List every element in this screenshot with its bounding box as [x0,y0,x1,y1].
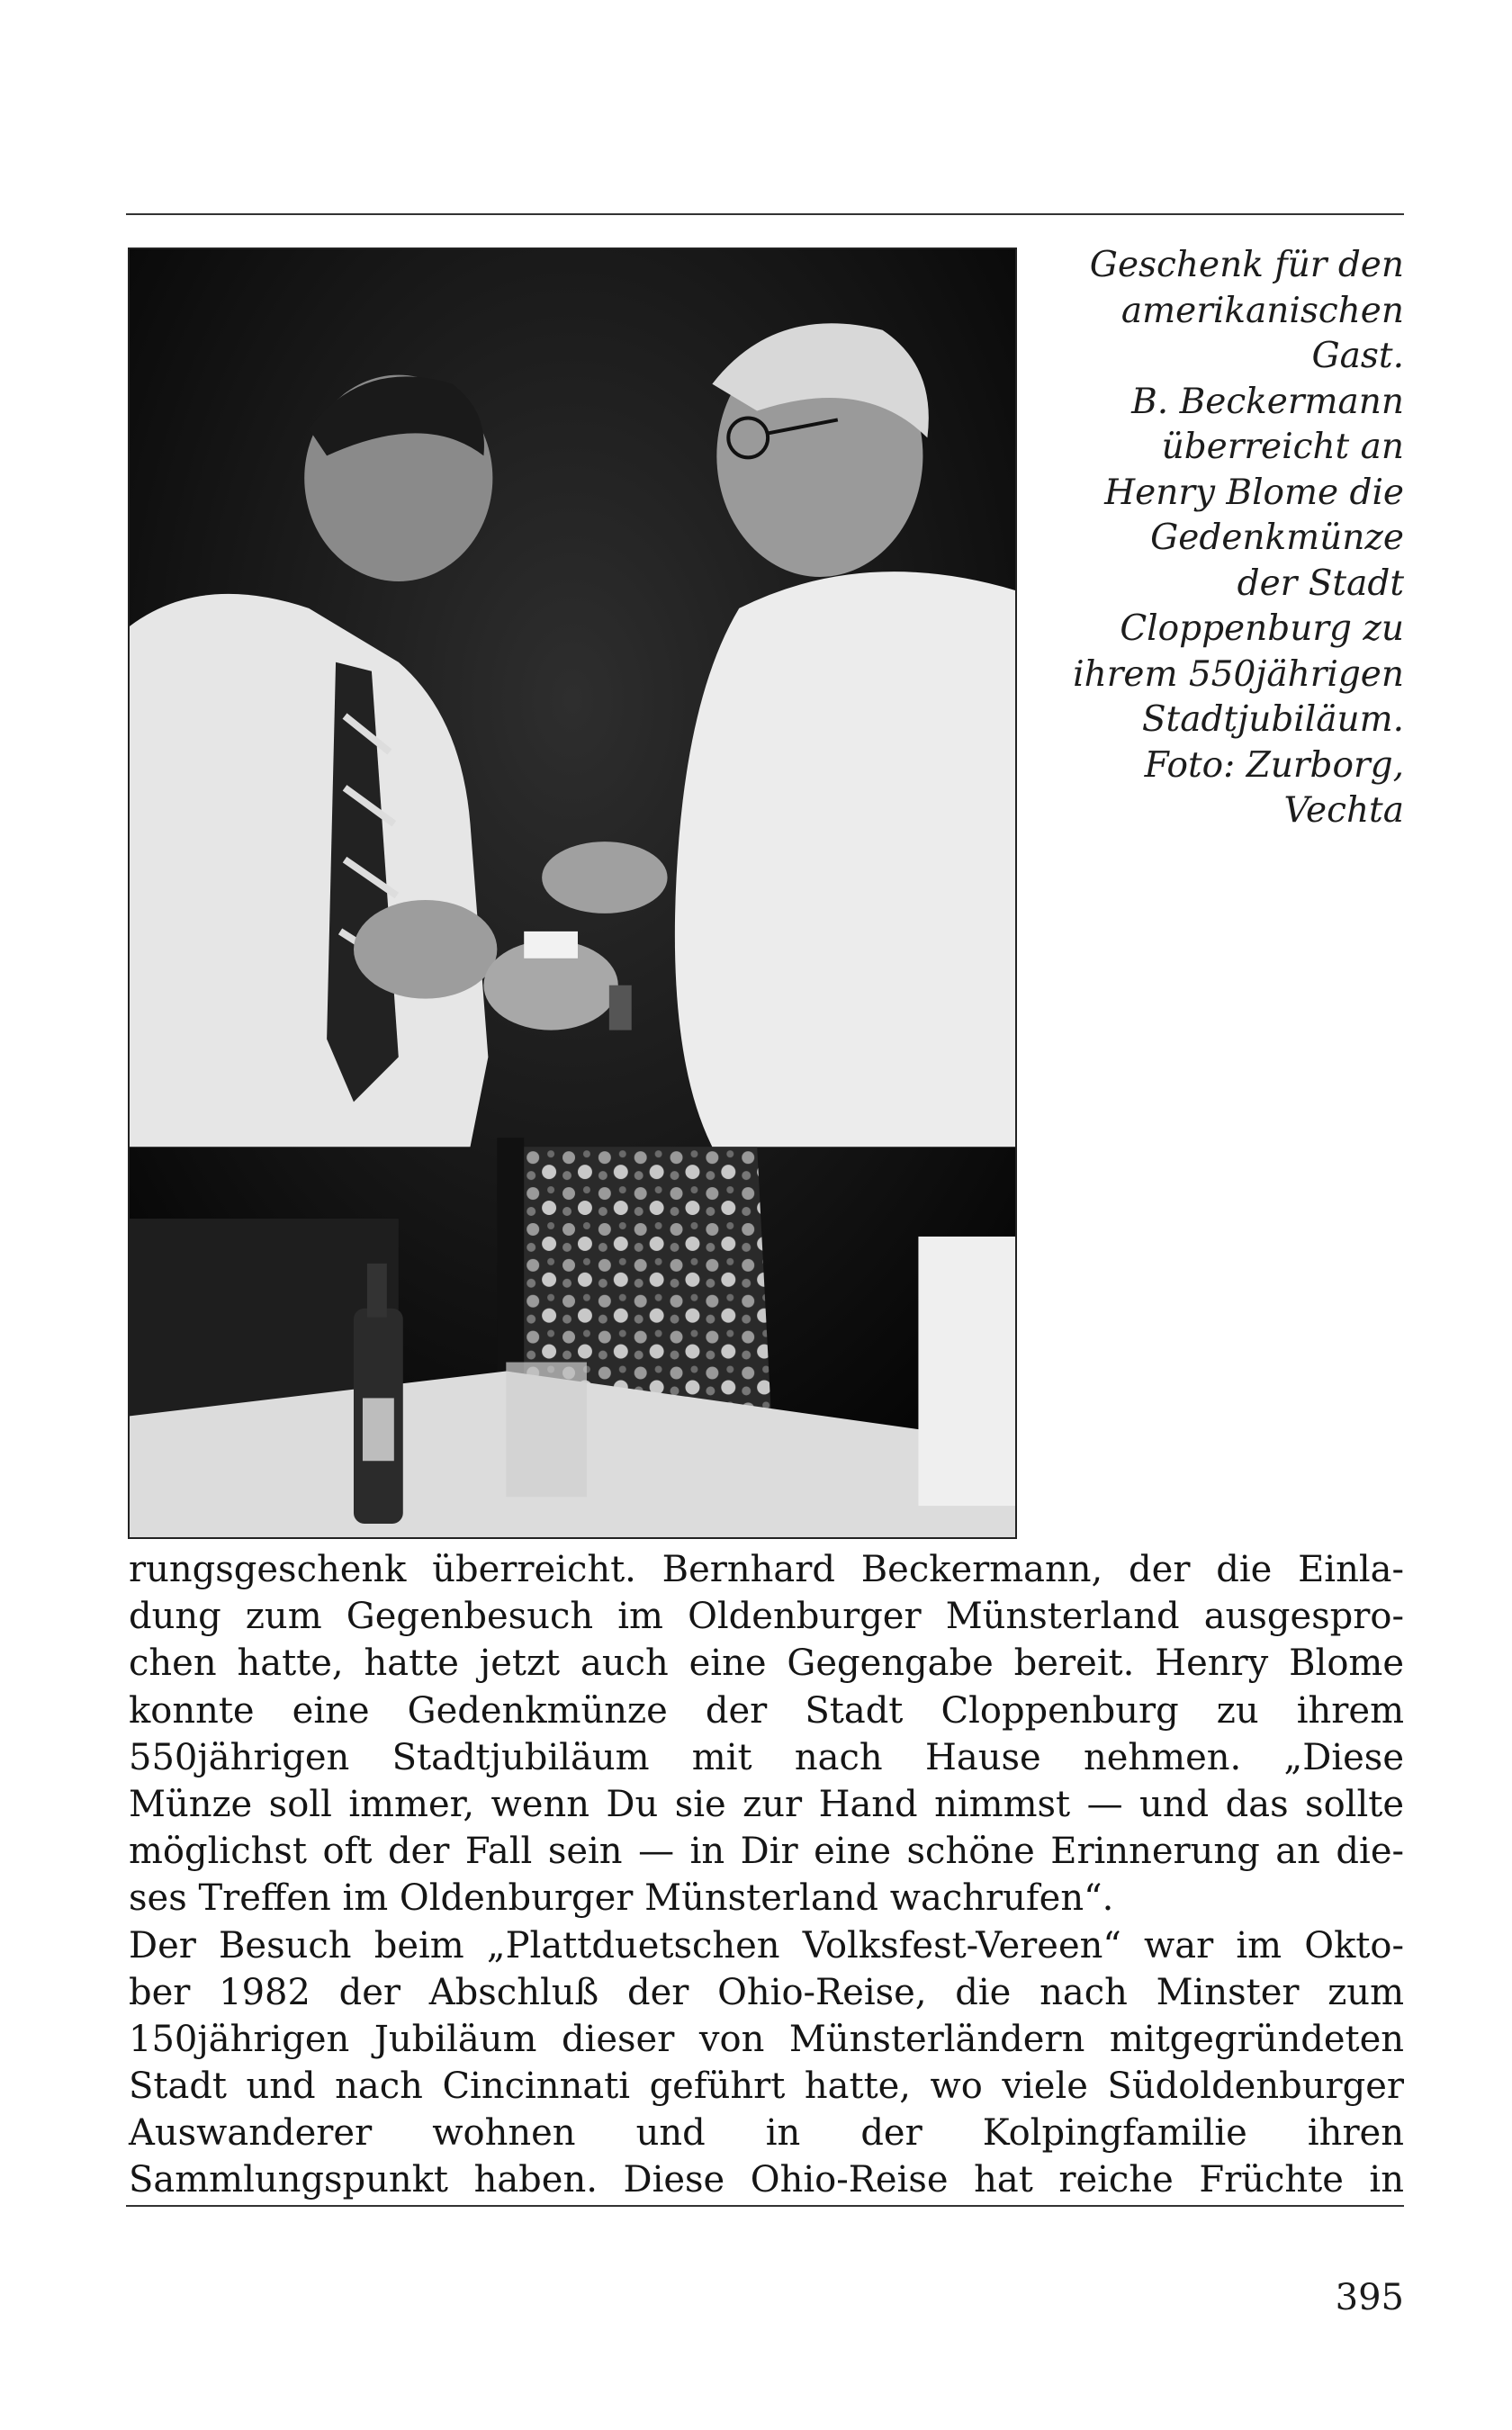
bottom-rule [126,2205,1404,2207]
body-line: ber 1982 der Abschluß der Ohio-Reise, die nach Minster zum [129,1971,1404,2013]
caption-line: B. Beckermann [1131,381,1404,422]
caption-line: Gedenkmünze [1150,518,1404,558]
body-line: möglichst oft der Fall sein — in Dir eine schöne Erinnerung an die- [129,1831,1404,1873]
caption-line: Vechta [1283,790,1404,831]
photo-caption [1035,243,1404,834]
caption-line: Foto: Zurborg, [1144,744,1404,786]
caption-line: ihrem 550jährigen [1073,653,1404,695]
caption-line: Geschenk für den [1089,245,1404,285]
body-line: ses Treffen im Oldenburger Münsterland wachrufen“. [129,1877,1114,1920]
caption-line: überreicht an [1161,427,1404,467]
body-line: 150jährigen Jubiläum dieser von Münsterländern mitgegründeten [129,2018,1404,2060]
caption-line: amerikanischen [1120,290,1404,331]
caption-line: Stadtjubiläum. [1141,699,1404,740]
photograph [128,248,1017,1539]
body-line: chen hatte, hatte jetzt auch eine Gegengabe bereit. Henry Blome [129,1642,1404,1685]
body-line: dung zum Gegenbesuch im Oldenburger Münsterland ausgespro- [129,1596,1404,1638]
body-line: konnte eine Gedenkmünze der Stadt Cloppenburg zu ihrem [129,1689,1404,1732]
body-line: 550jährigen Stadtjubiläum mit nach Hause nehmen. „Diese [129,1736,1404,1778]
body-line: rungsgeschenk überreicht. Bernhard Beckermann, der die Einla- [129,1549,1404,1590]
page-number: 395 [1335,2277,1404,2318]
photo-illustration [130,249,1015,1537]
caption-line: Henry Blome die [1104,472,1404,513]
caption-line: Cloppenburg zu [1120,608,1404,649]
body-line: Sammlungspunkt haben. Diese Ohio-Reise hat reiche Früchte in [129,2159,1404,2201]
top-rule [126,213,1404,215]
body-text [129,1546,1404,2204]
body-line: Münze soll immer, wenn Du sie zur Hand nimmst — und das sollte [129,1783,1404,1825]
body-line: Der Besuch beim „Plattduetschen Volksfest-Vereen“ war im Okto- [129,1924,1404,1966]
caption-line: Gast. [1311,336,1404,376]
caption-line: der Stadt [1237,562,1404,604]
body-line: Auswanderer wohnen und in der Kolpingfamilie ihren [129,2112,1404,2155]
body-line: Stadt und nach Cincinnati geführt hatte, wo viele Südoldenburger [129,2066,1404,2108]
